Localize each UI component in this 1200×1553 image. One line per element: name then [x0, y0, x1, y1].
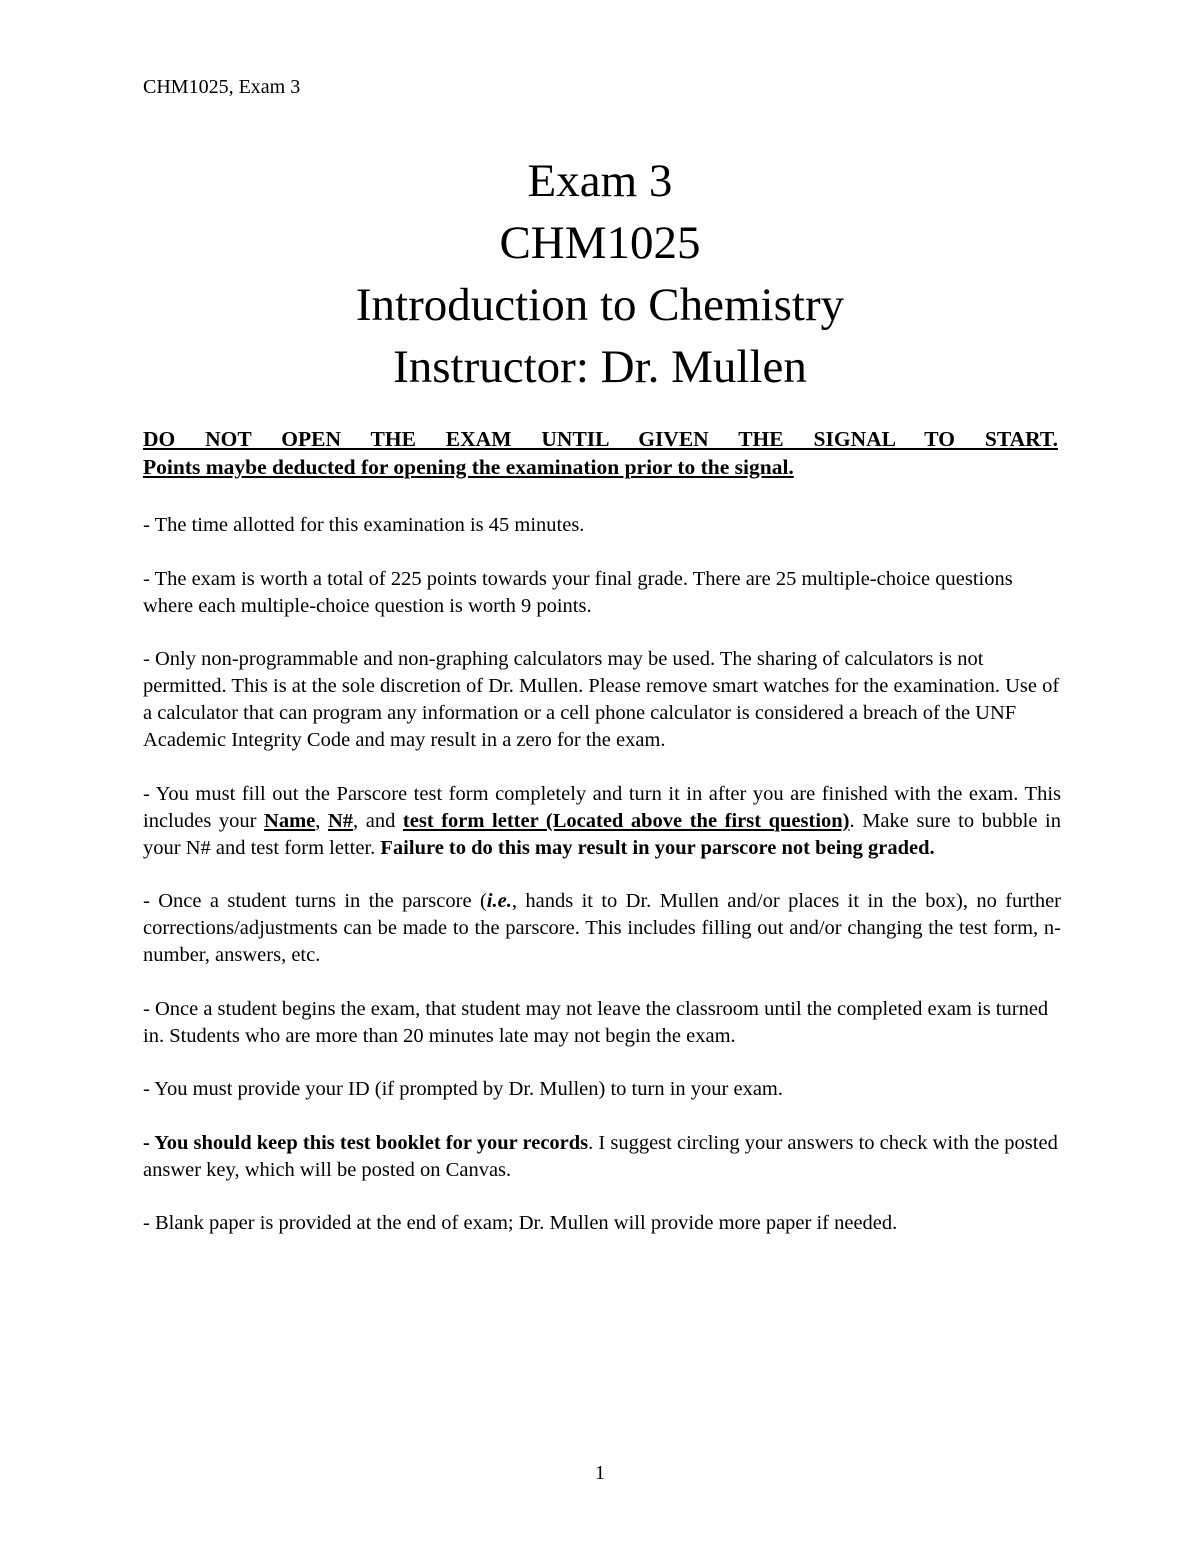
- booklet-rest: . I suggest circling your answers to check with the posted answer key, which will be posted on Canvas.: [143, 1131, 1058, 1181]
- parscore-and: , and: [353, 809, 403, 832]
- instructor-name: Instructor: Dr. Mullen: [393, 341, 807, 393]
- parscore-failure-warning: Failure to do this may result in your parscore not being graded.: [380, 836, 935, 859]
- course-code: CHM1025: [499, 217, 701, 269]
- instruction-id: - You must provide your ID (if prompted by Dr. Mullen) to turn in your exam.: [143, 1078, 783, 1100]
- warning-line-1: DO NOT OPEN THE EXAM UNTIL GIVEN THE SIGNAL TO START.: [143, 427, 1058, 451]
- instruction-booklet: [143, 1130, 1061, 1184]
- parscore-nnumber: N#: [327, 809, 354, 832]
- turn-in-text-2: , hands it to Dr. Mullen and/or places it in the box), no further corrections/adjustments can be made to the parscore. This includes filling out and/or changing the test form, n-number, answers, etc.: [143, 890, 1061, 966]
- running-header: CHM1025, Exam 3: [143, 76, 301, 98]
- instruction-calculators: - Only non-programmable and non-graphing calculators may be used. The sharing of calculators is not permitted. This is at the sole discretion of Dr. Mullen. Please remove smart watches for the examination. Use of a calculator that can program any information or a cell phone calculator is considered a breach of the UNF Academic Integrity Code and may result in a zero for the exam.: [143, 648, 1060, 751]
- instruction-points: - The exam is worth a total of 225 points towards your final grade. There are 25 multiple-choice questions where each multiple-choice question is worth 9 points.: [143, 567, 1013, 617]
- parscore-form-letter: test form letter (Located above the first question): [402, 809, 850, 832]
- title-block: [0, 150, 1200, 398]
- warning-line-2: Points maybe deducted for opening the examination prior to the signal.: [143, 455, 794, 479]
- parscore-text-1: - You must fill out the Parscore test form completely and turn it in after you are finished with the exam. This includes your: [143, 782, 1061, 832]
- instructions: [143, 512, 1061, 1264]
- booklet-bold: - You should keep this test booklet for your records: [143, 1131, 589, 1154]
- warning-notice: [143, 425, 1058, 481]
- course-name: Introduction to Chemistry: [355, 279, 845, 331]
- instruction-time: - The time allotted for this examination is 45 minutes.: [143, 514, 585, 536]
- parscore-comma: ,: [315, 809, 328, 832]
- parscore-text-2: . Make sure to bubble in your N# and test form letter.: [143, 809, 1061, 859]
- parscore-name: Name: [264, 809, 316, 832]
- instruction-parscore: [143, 781, 1061, 862]
- instruction-leave: - Once a student begins the exam, that student may not leave the classroom until the completed exam is turned in. Students who are more than 20 minutes late may not begin the exam.: [143, 997, 1049, 1047]
- page-number: 1: [595, 1462, 605, 1484]
- turn-in-ie: i.e.: [486, 890, 512, 912]
- instruction-turn-in: [143, 888, 1061, 969]
- exam-title: Exam 3: [527, 155, 673, 207]
- turn-in-text-1: - Once a student turns in the parscore (: [143, 890, 487, 912]
- instruction-paper: - Blank paper is provided at the end of exam; Dr. Mullen will provide more paper if needed.: [143, 1212, 898, 1234]
